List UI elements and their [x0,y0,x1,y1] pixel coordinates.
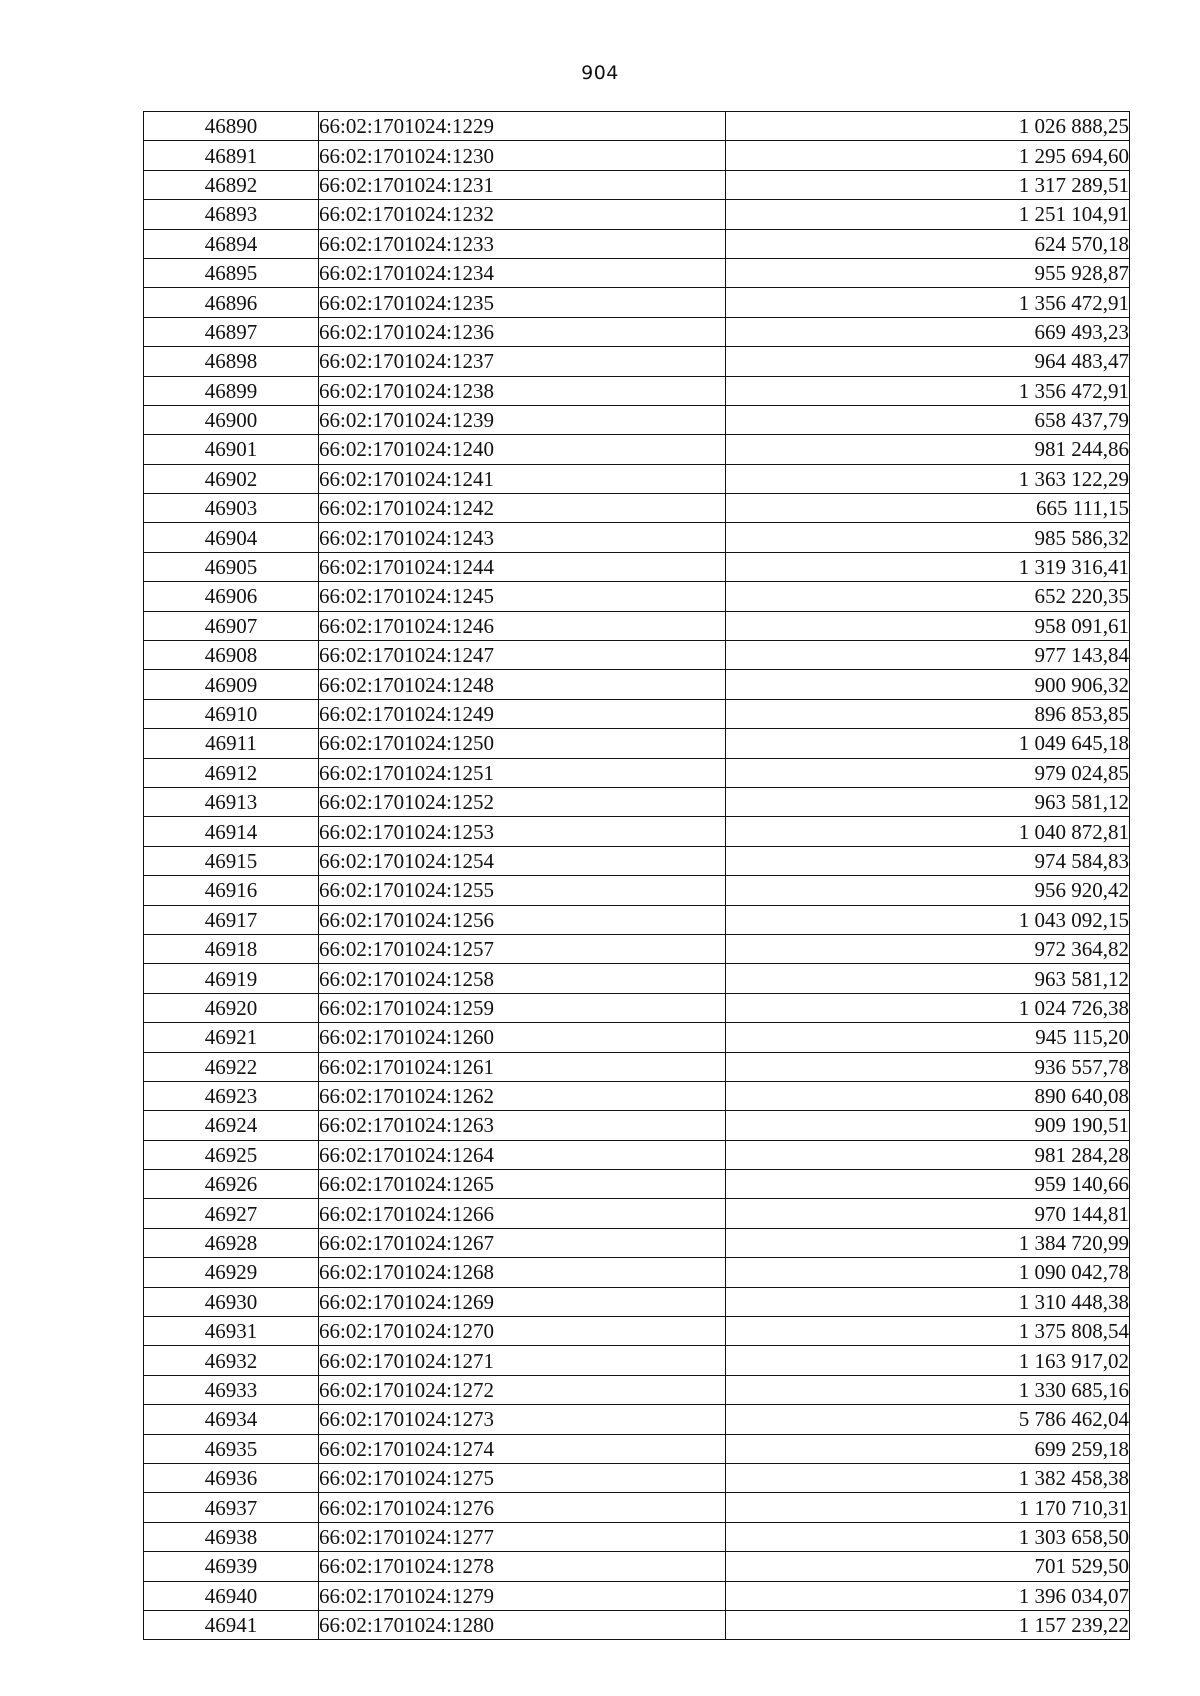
cadastral-number: 66:02:1701024:1254 [319,846,726,875]
cadastral-value: 1 157 239,22 [726,1610,1130,1639]
table-row [144,258,1130,287]
table-row [144,1287,1130,1316]
row-number: 46899 [144,376,319,405]
row-number: 46939 [144,1552,319,1581]
cadastral-number: 66:02:1701024:1237 [319,347,726,376]
page-number: 904 [581,62,619,84]
table-row [144,1610,1130,1639]
row-number: 46919 [144,964,319,993]
cadastral-number: 66:02:1701024:1280 [319,1610,726,1639]
table-row [144,1375,1130,1404]
table-row [144,1052,1130,1081]
row-number: 46895 [144,258,319,287]
table-row [144,1405,1130,1434]
cadastral-value: 959 140,66 [726,1170,1130,1199]
cadastral-number: 66:02:1701024:1269 [319,1287,726,1316]
cadastral-value: 909 190,51 [726,1111,1130,1140]
row-number: 46909 [144,670,319,699]
table-row [144,1552,1130,1581]
row-number: 46890 [144,112,319,141]
row-number: 46933 [144,1375,319,1404]
table-row [144,993,1130,1022]
row-number: 46913 [144,787,319,816]
cadastral-number: 66:02:1701024:1276 [319,1493,726,1522]
cadastral-number: 66:02:1701024:1242 [319,494,726,523]
table-row [144,787,1130,816]
cadastral-number: 66:02:1701024:1244 [319,552,726,581]
cadastral-value: 1 384 720,99 [726,1228,1130,1257]
cadastral-number: 66:02:1701024:1232 [319,200,726,229]
table-row [144,964,1130,993]
row-number: 46923 [144,1081,319,1110]
cadastral-number: 66:02:1701024:1240 [319,435,726,464]
row-number: 46900 [144,405,319,434]
table-row [144,1346,1130,1375]
table-row [144,1023,1130,1052]
cadastral-number: 66:02:1701024:1274 [319,1434,726,1463]
cadastral-number: 66:02:1701024:1251 [319,758,726,787]
table-body [144,112,1130,1640]
row-number: 46904 [144,523,319,552]
row-number: 46906 [144,582,319,611]
table-row [144,1317,1130,1346]
cadastral-number: 66:02:1701024:1272 [319,1375,726,1404]
row-number: 46926 [144,1170,319,1199]
cadastral-value: 1 163 917,02 [726,1346,1130,1375]
row-number: 46903 [144,494,319,523]
cadastral-value: 1 310 448,38 [726,1287,1130,1316]
table-row [144,200,1130,229]
row-number: 46925 [144,1140,319,1169]
table-row [144,523,1130,552]
table-row [144,1258,1130,1287]
row-number: 46914 [144,817,319,846]
row-number: 46934 [144,1405,319,1434]
table-row [144,141,1130,170]
cadastral-number: 66:02:1701024:1253 [319,817,726,846]
table-row [144,934,1130,963]
cadastral-number: 66:02:1701024:1271 [319,1346,726,1375]
cadastral-number: 66:02:1701024:1278 [319,1552,726,1581]
cadastral-value: 669 493,23 [726,317,1130,346]
row-number: 46898 [144,347,319,376]
cadastral-value: 985 586,32 [726,523,1130,552]
cadastral-value: 652 220,35 [726,582,1130,611]
cadastral-value: 963 581,12 [726,964,1130,993]
cadastral-value: 1 382 458,38 [726,1463,1130,1492]
cadastral-value: 1 317 289,51 [726,170,1130,199]
cadastral-number: 66:02:1701024:1230 [319,141,726,170]
table-row [144,347,1130,376]
row-number: 46915 [144,846,319,875]
row-number: 46920 [144,993,319,1022]
cadastral-value: 1 396 034,07 [726,1581,1130,1610]
cadastral-number: 66:02:1701024:1256 [319,905,726,934]
cadastral-value: 979 024,85 [726,758,1130,787]
table-row [144,1140,1130,1169]
cadastral-value: 701 529,50 [726,1552,1130,1581]
cadastral-value: 956 920,42 [726,876,1130,905]
row-number: 46941 [144,1610,319,1639]
cadastral-value: 665 111,15 [726,494,1130,523]
cadastral-number: 66:02:1701024:1266 [319,1199,726,1228]
cadastral-number: 66:02:1701024:1239 [319,405,726,434]
row-number: 46930 [144,1287,319,1316]
table-row [144,817,1130,846]
cadastral-number: 66:02:1701024:1229 [319,112,726,141]
row-number: 46936 [144,1463,319,1492]
cadastral-number: 66:02:1701024:1246 [319,611,726,640]
cadastral-number: 66:02:1701024:1273 [319,1405,726,1434]
row-number: 46935 [144,1434,319,1463]
cadastral-number: 66:02:1701024:1265 [319,1170,726,1199]
table-row [144,729,1130,758]
table-row [144,435,1130,464]
row-number: 46893 [144,200,319,229]
row-number: 46921 [144,1023,319,1052]
cadastral-number: 66:02:1701024:1262 [319,1081,726,1110]
cadastral-number: 66:02:1701024:1238 [319,376,726,405]
row-number: 46907 [144,611,319,640]
cadastral-number: 66:02:1701024:1248 [319,670,726,699]
cadastral-number: 66:02:1701024:1255 [319,876,726,905]
cadastral-number: 66:02:1701024:1231 [319,170,726,199]
cadastral-value: 974 584,83 [726,846,1130,875]
table-row [144,1199,1130,1228]
cadastral-value: 1 026 888,25 [726,112,1130,141]
cadastral-value: 1 356 472,91 [726,288,1130,317]
table-row [144,1493,1130,1522]
cadastral-value: 1 303 658,50 [726,1522,1130,1551]
row-number: 46922 [144,1052,319,1081]
cadastral-number: 66:02:1701024:1236 [319,317,726,346]
row-number: 46937 [144,1493,319,1522]
cadastral-value: 955 928,87 [726,258,1130,287]
cadastral-value: 936 557,78 [726,1052,1130,1081]
cadastral-number: 66:02:1701024:1233 [319,229,726,258]
cadastral-value: 1 363 122,29 [726,464,1130,493]
cadastral-value: 1 024 726,38 [726,993,1130,1022]
cadastral-number: 66:02:1701024:1275 [319,1463,726,1492]
table-row [144,1522,1130,1551]
row-number: 46924 [144,1111,319,1140]
table-row [144,1228,1130,1257]
cadastral-number: 66:02:1701024:1261 [319,1052,726,1081]
table-row [144,112,1130,141]
cadastral-value: 900 906,32 [726,670,1130,699]
cadastral-value: 1 319 316,41 [726,552,1130,581]
cadastral-value: 890 640,08 [726,1081,1130,1110]
table-row [144,846,1130,875]
table-row [144,876,1130,905]
row-number: 46918 [144,934,319,963]
table-row [144,494,1130,523]
table-row [144,464,1130,493]
cadastral-value: 5 786 462,04 [726,1405,1130,1434]
row-number: 46932 [144,1346,319,1375]
table-row [144,288,1130,317]
cadastral-number: 66:02:1701024:1259 [319,993,726,1022]
cadastral-number: 66:02:1701024:1235 [319,288,726,317]
cadastral-value: 972 364,82 [726,934,1130,963]
row-number: 46912 [144,758,319,787]
cadastral-value: 896 853,85 [726,699,1130,728]
cadastral-value: 977 143,84 [726,641,1130,670]
cadastral-value: 970 144,81 [726,1199,1130,1228]
table-row [144,670,1130,699]
cadastral-number: 66:02:1701024:1250 [319,729,726,758]
table-row [144,229,1130,258]
cadastral-value: 1 090 042,78 [726,1258,1130,1287]
table-row [144,758,1130,787]
cadastral-value: 1 043 092,15 [726,905,1130,934]
table-row [144,317,1130,346]
cadastral-number: 66:02:1701024:1245 [319,582,726,611]
cadastral-number: 66:02:1701024:1264 [319,1140,726,1169]
cadastral-number: 66:02:1701024:1243 [319,523,726,552]
table-row [144,1081,1130,1110]
table-row [144,1170,1130,1199]
cadastral-number: 66:02:1701024:1257 [319,934,726,963]
row-number: 46938 [144,1522,319,1551]
table-row [144,582,1130,611]
table-row [144,905,1130,934]
cadastral-value: 1 330 685,16 [726,1375,1130,1404]
row-number: 46928 [144,1228,319,1257]
cadastral-value: 958 091,61 [726,611,1130,640]
table-row [144,1581,1130,1610]
table-row [144,405,1130,434]
cadastral-number: 66:02:1701024:1260 [319,1023,726,1052]
row-number: 46940 [144,1581,319,1610]
table-row [144,699,1130,728]
cadastral-value: 945 115,20 [726,1023,1130,1052]
cadastral-number: 66:02:1701024:1263 [319,1111,726,1140]
cadastral-number: 66:02:1701024:1267 [319,1228,726,1257]
row-number: 46927 [144,1199,319,1228]
table-row [144,376,1130,405]
cadastral-value-table [143,111,1130,1640]
row-number: 46901 [144,435,319,464]
table-row [144,1463,1130,1492]
cadastral-value: 699 259,18 [726,1434,1130,1463]
row-number: 46905 [144,552,319,581]
row-number: 46902 [144,464,319,493]
cadastral-number: 66:02:1701024:1270 [319,1317,726,1346]
cadastral-value: 981 284,28 [726,1140,1130,1169]
table-row [144,552,1130,581]
cadastral-value: 964 483,47 [726,347,1130,376]
row-number: 46929 [144,1258,319,1287]
cadastral-value: 981 244,86 [726,435,1130,464]
row-number: 46908 [144,641,319,670]
table-row [144,611,1130,640]
row-number: 46892 [144,170,319,199]
cadastral-value: 624 570,18 [726,229,1130,258]
table-row [144,1434,1130,1463]
row-number: 46897 [144,317,319,346]
row-number: 46916 [144,876,319,905]
cadastral-value: 1 040 872,81 [726,817,1130,846]
row-number: 46894 [144,229,319,258]
cadastral-number: 66:02:1701024:1258 [319,964,726,993]
cadastral-value: 1 375 808,54 [726,1317,1130,1346]
cadastral-value: 1 170 710,31 [726,1493,1130,1522]
cadastral-value: 1 049 645,18 [726,729,1130,758]
cadastral-number: 66:02:1701024:1249 [319,699,726,728]
cadastral-number: 66:02:1701024:1241 [319,464,726,493]
table-row [144,170,1130,199]
cadastral-number: 66:02:1701024:1277 [319,1522,726,1551]
row-number: 46910 [144,699,319,728]
row-number: 46911 [144,729,319,758]
cadastral-value: 1 295 694,60 [726,141,1130,170]
cadastral-value: 658 437,79 [726,405,1130,434]
cadastral-number: 66:02:1701024:1279 [319,1581,726,1610]
cadastral-number: 66:02:1701024:1252 [319,787,726,816]
cadastral-value: 1 356 472,91 [726,376,1130,405]
cadastral-number: 66:02:1701024:1247 [319,641,726,670]
table-row [144,1111,1130,1140]
table-row [144,641,1130,670]
row-number: 46931 [144,1317,319,1346]
cadastral-number: 66:02:1701024:1268 [319,1258,726,1287]
row-number: 46896 [144,288,319,317]
cadastral-value: 963 581,12 [726,787,1130,816]
cadastral-number: 66:02:1701024:1234 [319,258,726,287]
cadastral-value: 1 251 104,91 [726,200,1130,229]
row-number: 46891 [144,141,319,170]
row-number: 46917 [144,905,319,934]
